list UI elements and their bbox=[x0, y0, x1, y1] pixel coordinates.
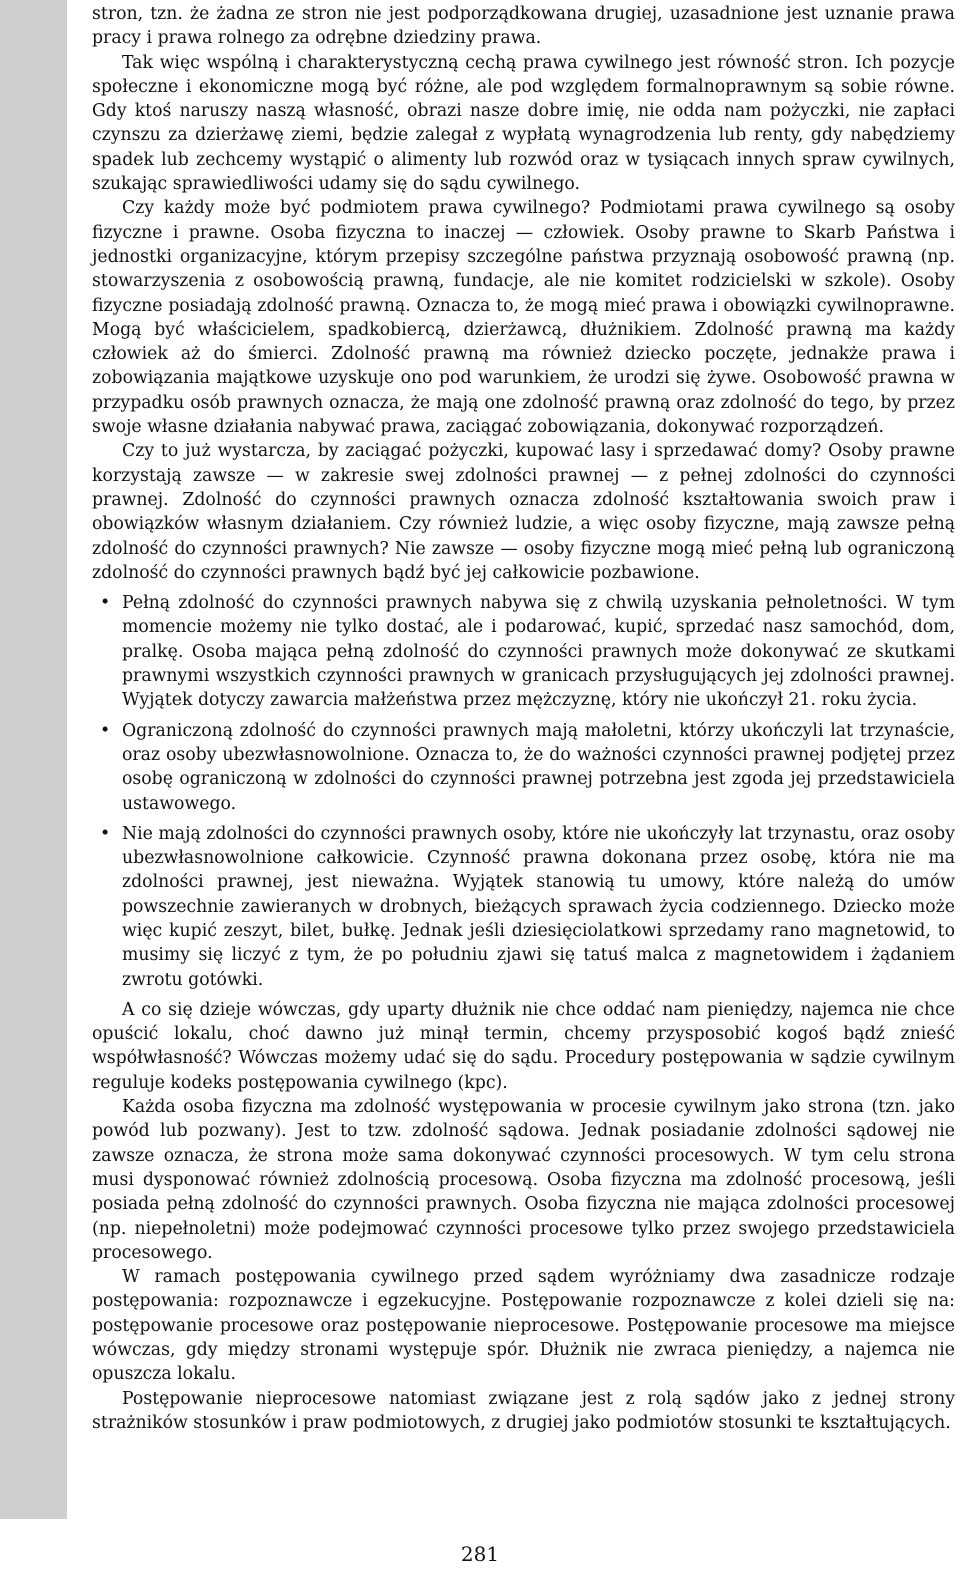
bullet-icon: • bbox=[100, 593, 111, 614]
list-item bbox=[92, 822, 955, 992]
list-item-text: Pełną zdolność do czynności prawnych nabywa się z chwilą uzyskania pełnoletności. W tym momencie możemy nie tylko dostać, ale i podarować, kupić, sprzedać nasz samochód, dom, pralkę. Osoba mająca pełną zdolność do czynności prawnych może dokonywać ze skutkami prawnymi wszystkich czynności prawnych w granicach przysługujących jej zdolności prawnej. Wyjątek dotyczy zawarcia małżeństwa przez mężczyznę, który nie ukończył 21. roku życia. bbox=[122, 593, 955, 711]
paragraph: A co się dzieje wówczas, gdy uparty dłużnik nie chce oddać nam pieniędzy, najemca nie chce opuścić lokalu, choć dawno już minął termin, chcemy przysposobić kogoś bądź znieść współwłasność? Wówczas możemy udać się do sądu. Procedury postępowania w sądzie cywilnym reguluje kodeks postępowania cywilnego (kpc). bbox=[92, 999, 955, 1093]
page-text bbox=[92, 2, 955, 1435]
paragraph: Postępowanie nieprocesowe natomiast związane jest z rolą sądów jako z jednej strony strażników stosunków i praw podmiotowych, z drugiej jako podmiotów stosunki te kształtujących. bbox=[92, 1388, 955, 1433]
paragraph: stron, tzn. że żadna ze stron nie jest podporządkowana drugiej, uzasadnione jest uznanie prawa pracy i prawa rolnego za odrębne dziedziny prawa. bbox=[92, 4, 955, 49]
list-item-text: Nie mają zdolności do czynności prawnych osoby, które nie ukończyły lat trzynastu, oraz osoby ubezwłasnowolnione całkowicie. Czynność prawna dokonana przez osobę, która nie ma zdolności prawnej, jest nieważna. Wyjątek stanowią tu umowy, które należą do umów powszechnie zawieranych w drobnych, bieżących sprawach życia codziennego. Dziecko może więc kupić zeszyt, bilet, bułkę. Jednak jeśli dziesięciolatkowi sprzedamy rano magnetowid, to musimy się liczyć z tym, że po południu zjawi się tatuś malca z magnetowidem i żądaniem zwrotu gotówki. bbox=[122, 823, 955, 990]
bullet-list bbox=[92, 591, 955, 992]
paragraph: W ramach postępowania cywilnego przed sądem wyróżniamy dwa zasadnicze rodzaje postępowania: rozpoznawcze i egzekucyjne. Postępowanie rozpoznawcze z kolei dzieli się na: postępowanie procesowe oraz postępowanie nieprocesowe. Postępowanie procesowe ma miejsce wówczas, gdy między stronami występuje spór. Dłużnik nie zwraca pieniędzy, a najemca nie opuszcza lokalu. bbox=[92, 1267, 955, 1385]
page-number: 281 bbox=[460, 1542, 500, 1566]
bullet-icon: • bbox=[100, 720, 111, 741]
bullet-icon: • bbox=[100, 823, 111, 844]
paragraph: Czy to już wystarcza, by zaciągać pożyczki, kupować lasy i sprzedawać domy? Osoby prawne korzystają zawsze — w zakresie swej zdolności prawnej — z pełnej zdolności do czynności prawnej. Zdolność do czynności prawnych oznacza zdolność kształtowania swoich praw i obowiązków własnym działaniem. Czy również ludzie, a więc osoby fizyczne, mają zawsze pełną zdolność do czynności prawnych? Nie zawsze — osoby fizyczne mogą mieć pełną lub ograniczoną zdolność do czynności prawnych bądź być jej całkowicie pozbawione. bbox=[92, 441, 955, 583]
page-margin-band bbox=[0, 0, 67, 1519]
list-item-text: Ograniczoną zdolność do czynności prawnych mają małoletni, którzy ukończyli lat trzynaście, oraz osoby ubezwłasnowolnione. Oznacza to, że do ważności czynności prawnej podjętej przez osobę ograniczoną w zdolności do czynności prawnej potrzebna jest zgoda jej przedstawiciela ustawowego. bbox=[122, 720, 955, 814]
list-item bbox=[92, 719, 955, 816]
paragraph: Każda osoba fizyczna ma zdolność występowania w procesie cywilnym jako strona (tzn. jako powód lub pozwany). Jest to tzw. zdolność sądowa. Jednak posiadanie zdolności sądowej nie zawsze oznacza, że strona może sama dokonywać czynności procesowych. W tym celu strona musi dysponować również zdolnością procesową. Osoba fizyczna ma zdolność procesową, jeśli posiada pełną zdolność do czynności prawnych. Osoba fizyczna nie mająca zdolności procesowej (np. niepełnoletni) może podejmować czynności procesowe tylko przez swojego przedstawiciela procesowego. bbox=[92, 1097, 955, 1263]
list-item bbox=[92, 591, 955, 712]
paragraph: Czy każdy może być podmiotem prawa cywilnego? Podmiotami prawa cywilnego są osoby fizyczne i prawne. Osoba fizyczna to inaczej — człowiek. Osoby prawne to Skarb Państwa i jednostki organizacyjne, którym przepisy szczególne państwa przyznają osobowość prawną (np. stowarzyszenia z osobowością prawną, fundacje, ale nie komitet rodzicielski w szkole). Osoby fizyczne posiadają zdolność prawną. Oznacza to, że mogą mieć prawa i obowiązki cywilnoprawne. Mogą być właścicielem, spadkobiercą, dzierżawcą, dłużnikiem. Zdolność prawną ma każdy człowiek aż do śmierci. Zdolność prawną ma również dziecko poczęte, jednakże prawa i zobowiązania majątkowe uzyskuje ono pod warunkiem, że urodzi się żywe. Osobowość prawna w przypadku osób prawnych oznacza, że mają one zdolność prawną oraz zdolność do tego, by przez swoje własne działania nabywać prawa, zaciągać zobowiązania, dokonywać rozporządzeń. bbox=[92, 198, 955, 438]
paragraph: Tak więc wspólną i charakterystyczną cechą prawa cywilnego jest równość stron. Ich pozycje społeczne i ekonomiczne mogą być różne, ale pod względem formalnoprawnym są sobie równe. Gdy ktoś naruszy naszą własność, obrazi nasze dobre imię, nie odda nam pożyczki, nie zapłaci czynszu za dzierżawę ziemi, będzie zalegał z wypłatą wynagrodzenia lub renty, gdy nabędziemy spadek lub zechcemy wystąpić o alimenty lub rozwód oraz w tysiącach innych spraw cywilnych, szukając sprawiedliwości udamy się do sądu cywilnego. bbox=[92, 52, 955, 195]
